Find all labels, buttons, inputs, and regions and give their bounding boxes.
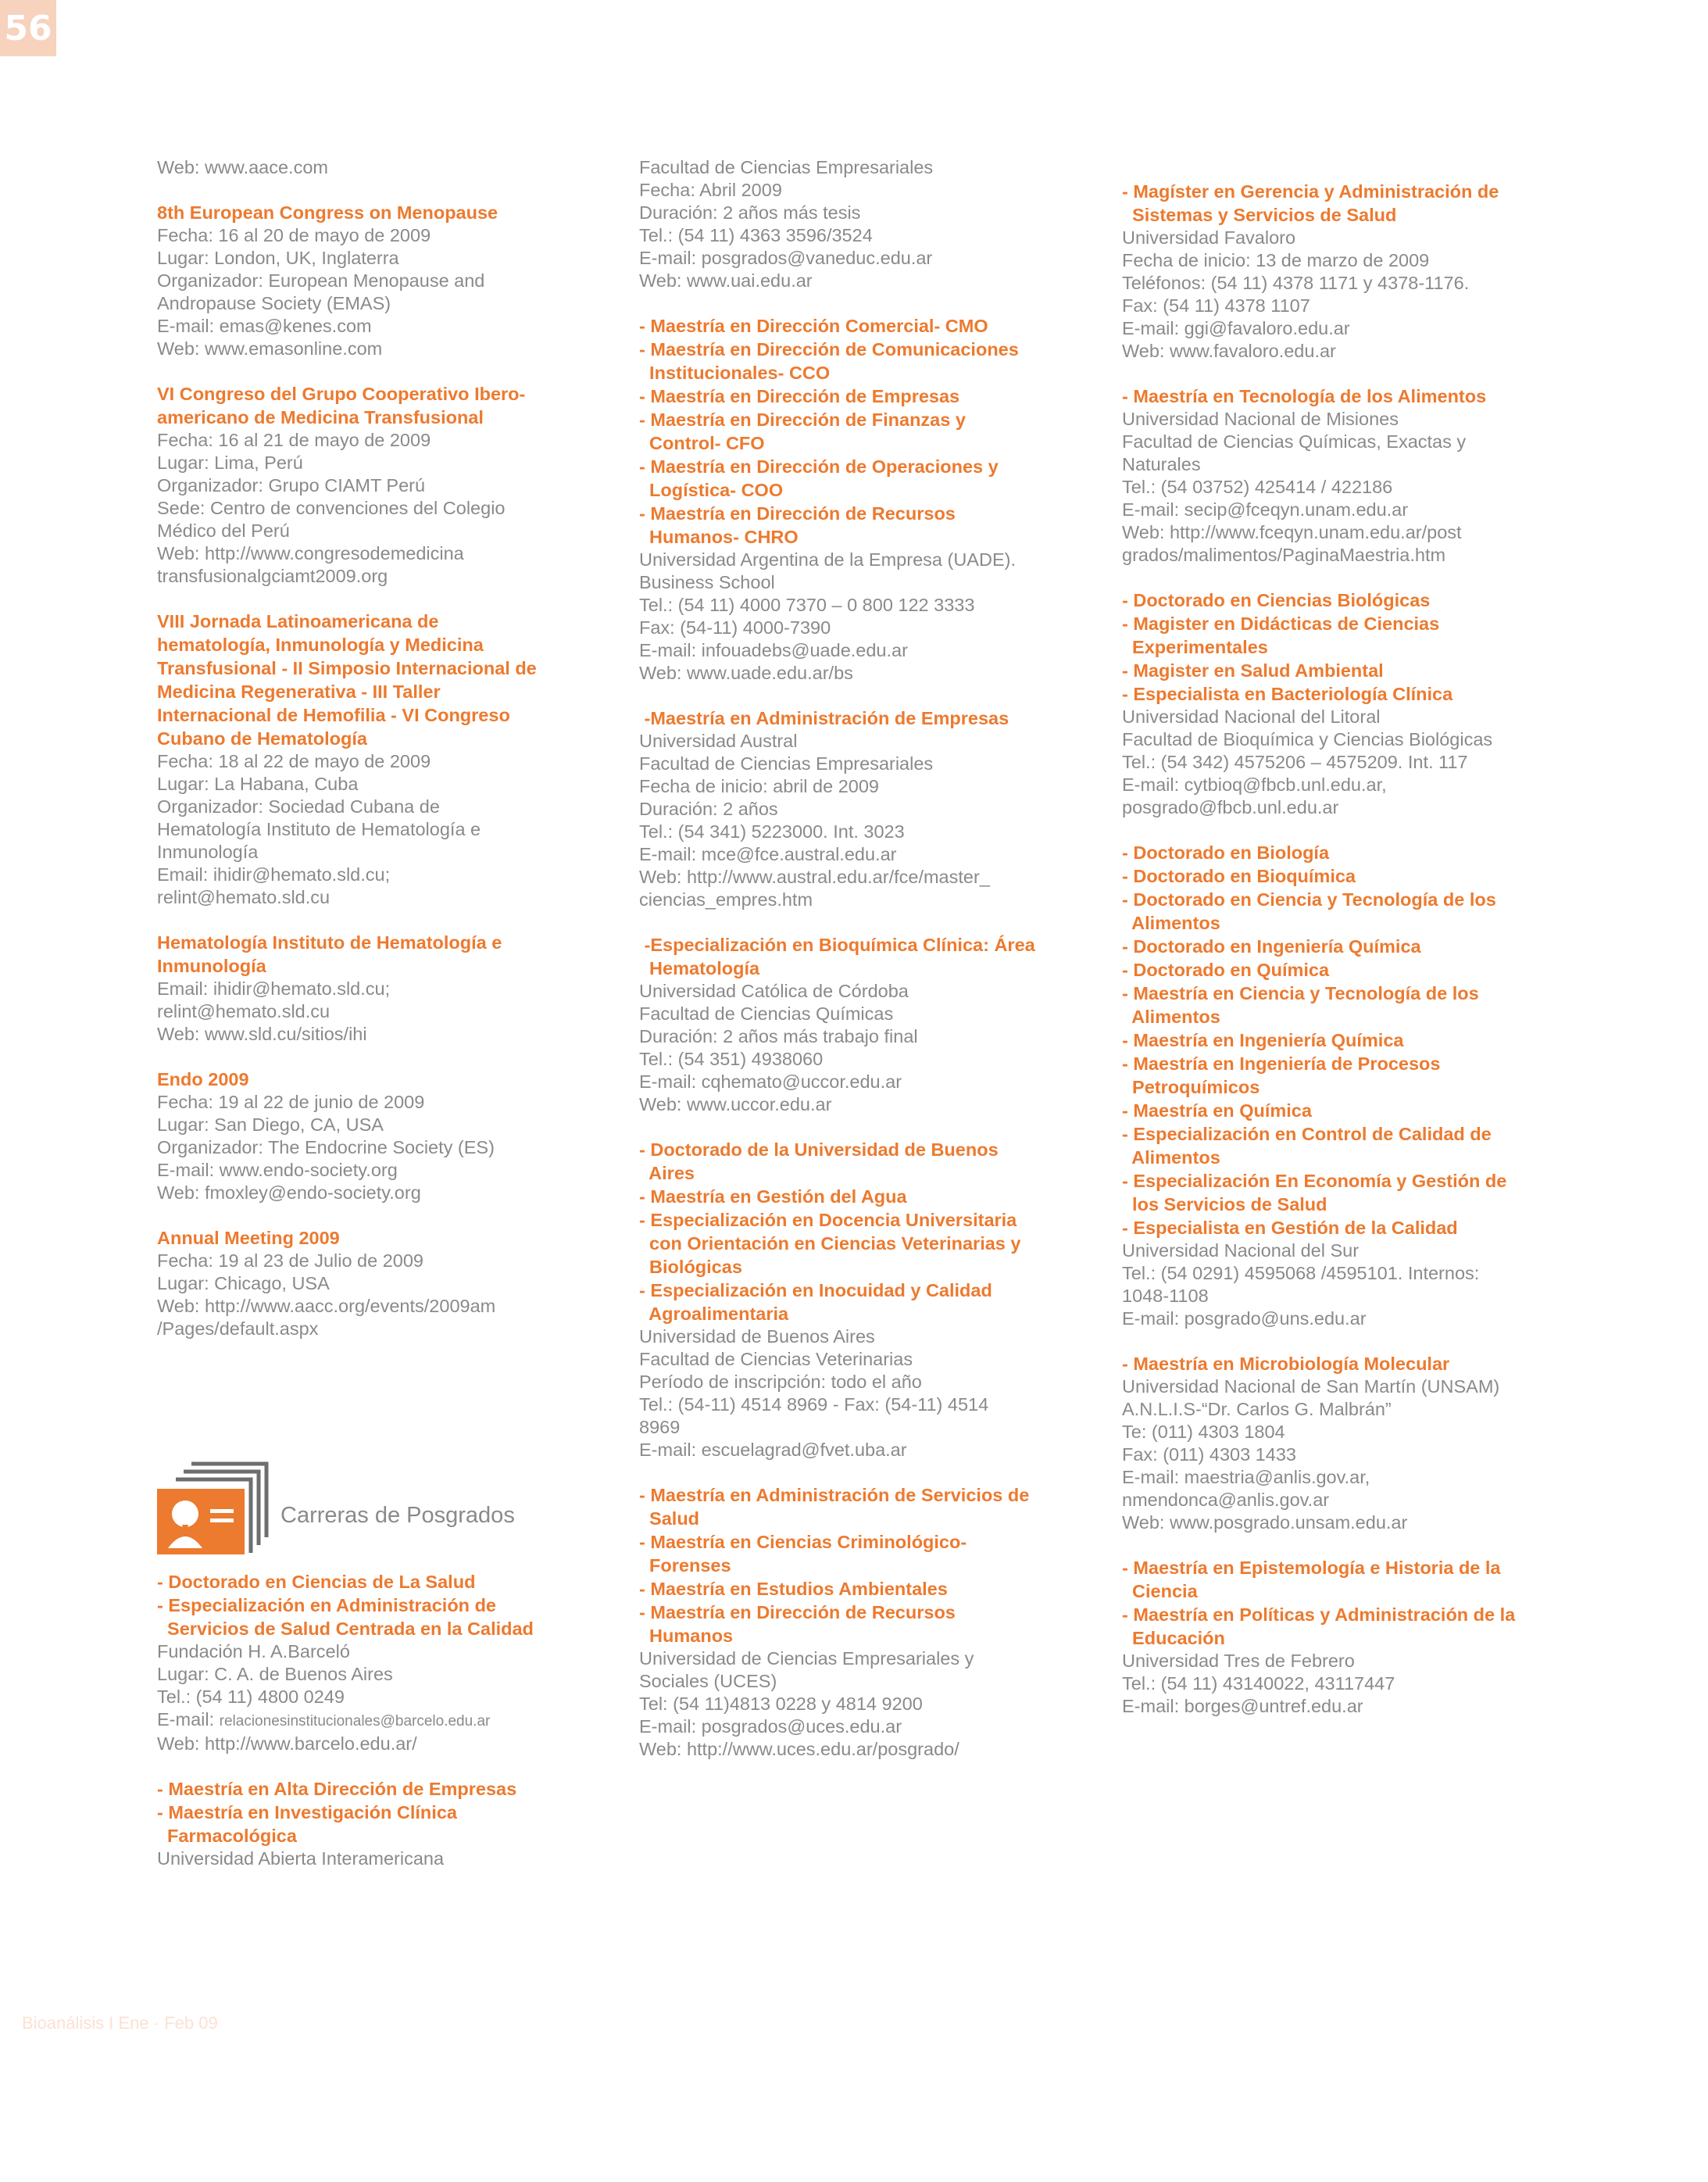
entry-title: Ciencia: [1122, 1581, 1198, 1601]
body-line: Organizador: Sociedad Cubana de: [157, 796, 440, 817]
entry-title: Sistemas y Servicios de Salud: [1122, 205, 1397, 225]
entry-title: americano de Medicina Transfusional: [157, 407, 484, 427]
entry-title: VIII Jornada Latinoamericana de: [157, 611, 439, 631]
entry-block: [639, 314, 1124, 685]
body-line: Lugar: San Diego, CA, USA: [157, 1114, 384, 1135]
entry-title: - Especialización en Docencia Universitaria: [639, 1210, 1017, 1230]
body-line: Universidad Abierta Interamericana: [157, 1848, 445, 1869]
entry-title: Hematología: [639, 958, 760, 978]
posgrado-list: [157, 1570, 641, 1870]
entry-title: - Doctorado en Biología: [1122, 842, 1330, 863]
body-line: E-mail: infouadebs@uade.edu.ar: [639, 640, 908, 660]
body-line: Fundación H. A.Barceló: [157, 1641, 350, 1662]
entry-title: - Maestría en Epistemología e Historia de la: [1122, 1558, 1501, 1578]
entry-title: Annual Meeting 2009: [157, 1228, 340, 1248]
entry-block: [1122, 1556, 1606, 1718]
body-line: Web: www.aace.com: [157, 157, 328, 177]
entry-title: - Doctorado de la Universidad de Buenos: [639, 1139, 999, 1160]
section-header: [157, 1458, 641, 1559]
entry-block: [1122, 385, 1606, 567]
entry-title: Petroquímicos: [1122, 1077, 1260, 1097]
column-1: [157, 156, 641, 1892]
entry-title: - Maestría en Microbiología Molecular: [1122, 1354, 1450, 1374]
entry-title: Logística- COO: [639, 480, 784, 500]
body-line: Fecha de inicio: abril de 2009: [639, 776, 880, 796]
body-line: Inmunología: [157, 842, 259, 862]
entry-title: hematología, Inmunología y Medicina: [157, 635, 484, 655]
body-line: Universidad Católica de Córdoba: [639, 981, 909, 1001]
body-line: Fax: (011) 4303 1433: [1122, 1444, 1296, 1465]
body-line: posgrado@fbcb.unl.edu.ar: [1122, 797, 1339, 817]
body-line: Universidad Nacional del Sur: [1122, 1240, 1360, 1261]
entry-title: Transfusional - II Simposio Internacional de: [157, 658, 537, 678]
body-line: Tel.: (54-11) 4514 8969 - Fax: (54-11) 4514: [639, 1394, 989, 1415]
entry-title: - Maestría en Gestión del Agua: [639, 1186, 907, 1207]
body-line: Email: ihidir@hemato.sld.cu;: [157, 864, 391, 885]
body-line: Organizador: The Endocrine Society (ES): [157, 1137, 495, 1157]
body-line: Facultad de Ciencias Veterinarias: [639, 1349, 913, 1369]
entry-title: - Doctorado en Química: [1122, 960, 1330, 980]
body-line: E-mail: cqhemato@uccor.edu.ar: [639, 1071, 902, 1092]
body-line: Fecha: 16 al 21 de mayo de 2009: [157, 430, 431, 450]
entry-title: - Maestría en Química: [1122, 1100, 1312, 1121]
body-line: Tel.: (54 11) 4363 3596/3524: [639, 225, 873, 245]
entry-title: Forenses: [639, 1555, 731, 1576]
entry-title: Endo 2009: [157, 1069, 249, 1089]
entry-title: Inmunología: [157, 956, 266, 976]
entry-title: Hematología Instituto de Hematología e: [157, 932, 502, 953]
body-line: Lugar: C. A. de Buenos Aires: [157, 1664, 393, 1684]
body-line: E-mail: emas@kenes.com: [157, 316, 372, 336]
body-line: Universidad Nacional de San Martín (UNSAM): [1122, 1376, 1500, 1397]
body-line: E-mail: secip@fceqyn.unam.edu.ar: [1122, 499, 1409, 520]
entry-block: [1122, 588, 1606, 819]
body-line: Universidad Argentina de la Empresa (UADE).: [639, 549, 1016, 570]
entry-block: [1122, 180, 1606, 363]
entry-title: - Maestría en Investigación Clínica: [157, 1802, 457, 1823]
entry-block: [157, 1226, 641, 1340]
body-line: Fecha de inicio: 13 de marzo de 2009: [1122, 250, 1430, 270]
page-number: 56: [0, 0, 56, 56]
entry-title: Farmacológica: [157, 1826, 297, 1846]
body-line: Médico del Perú: [157, 520, 290, 541]
entry-title: Educación: [1122, 1628, 1225, 1648]
body-line: Web: www.posgrado.unsam.edu.ar: [1122, 1512, 1408, 1533]
entry-title: - Maestría en Dirección de Empresas: [639, 386, 960, 406]
entry-block: [157, 156, 641, 179]
entry-block: [639, 933, 1124, 1116]
body-line: E-mail: posgrados@vaneduc.edu.ar: [639, 248, 933, 268]
body-line: Tel.: (54 11) 43140022, 43117447: [1122, 1673, 1395, 1694]
entry-title: Humanos- CHRO: [639, 527, 799, 547]
body-line: Facultad de Ciencias Empresariales: [639, 157, 934, 177]
entry-title: - Doctorado en Bioquímica: [1122, 866, 1356, 886]
body-line: Lugar: La Habana, Cuba: [157, 774, 359, 794]
body-line: Tel.: (54 03752) 425414 / 422186: [1122, 477, 1393, 497]
email-label: E-mail:: [157, 1709, 220, 1730]
body-line: Web: fmoxley@endo-society.org: [157, 1182, 421, 1203]
body-line: Duración: 2 años más trabajo final: [639, 1026, 918, 1046]
body-line: Lugar: Chicago, USA: [157, 1273, 330, 1293]
body-line: Andropause Society (EMAS): [157, 293, 391, 313]
body-line: Facultad de Ciencias Químicas: [639, 1003, 894, 1024]
entry-title: Cubano de Hematología: [157, 728, 367, 749]
entry-title: - Maestría en Estudios Ambientales: [639, 1579, 948, 1599]
entry-title: - Especialización en Administración de: [157, 1595, 496, 1615]
body-line: Universidad de Buenos Aires: [639, 1326, 875, 1347]
entry-title: - Maestría en Ciencias Criminológico-: [639, 1532, 967, 1552]
body-line: E-mail: escuelagrad@fvet.uba.ar: [639, 1440, 907, 1460]
body-line: Fecha: 18 al 22 de mayo de 2009: [157, 751, 431, 771]
body-line: Tel.: (54 11) 4000 7370 – 0 800 122 3333: [639, 595, 975, 615]
entry-title: - Magister en Salud Ambiental: [1122, 660, 1384, 681]
entry-title: - Doctorado en Ciencias de La Salud: [157, 1572, 476, 1592]
body-line: Naturales: [1122, 454, 1201, 474]
body-line: relint@hemato.sld.cu: [157, 887, 331, 907]
body-line: Universidad Nacional del Litoral: [1122, 706, 1381, 727]
body-line: Hematología Instituto de Hematología e: [157, 819, 481, 839]
body-line: 1048-1108: [1122, 1286, 1209, 1306]
body-line: Email: ihidir@hemato.sld.cu;: [157, 978, 391, 999]
body-line: Web: http://www.barcelo.edu.ar/: [157, 1733, 417, 1754]
entry-title: - Maestría en Administración de Servicios de: [639, 1485, 1030, 1505]
body-line: Facultad de Ciencias Empresariales: [639, 753, 934, 774]
body-line: Web: www.uade.edu.ar/bs: [639, 663, 853, 683]
entry-title: - Especialización en Control de Calidad de: [1122, 1124, 1492, 1144]
entry-title: - Maestría en Dirección Comercial- CMO: [639, 316, 988, 336]
entry-title: - Especialista en Gestión de la Calidad: [1122, 1218, 1458, 1238]
body-line: E-mail: borges@untref.edu.ar: [1122, 1696, 1363, 1716]
body-line: E-mail: mce@fce.austral.edu.ar: [639, 844, 897, 864]
entry-block: [639, 1138, 1124, 1461]
body-line: Fax: (54 11) 4378 1107: [1122, 295, 1310, 316]
body-line: Facultad de Ciencias Químicas, Exactas y: [1122, 431, 1467, 452]
body-line: Web: www.uai.edu.ar: [639, 270, 813, 291]
body-line: Web: http://www.uces.edu.ar/posgrado/: [639, 1739, 959, 1759]
body-line: Tel.: (54 11) 4800 0249: [157, 1687, 345, 1707]
entry-block: [157, 382, 641, 588]
entry-title: Internacional de Hemofilia - VI Congreso: [157, 705, 510, 725]
entry-title: - Magister en Didácticas de Ciencias: [1122, 613, 1440, 634]
body-line: grados/malimentos/PaginaMaestria.htm: [1122, 545, 1446, 565]
body-line: E-mail: posgrados@uces.edu.ar: [639, 1716, 902, 1737]
body-line: E-mail: ggi@favaloro.edu.ar: [1122, 318, 1350, 338]
body-line: Lugar: Lima, Perú: [157, 452, 303, 473]
body-line: A.N.L.I.S-“Dr. Carlos G. Malbrán”: [1122, 1399, 1392, 1419]
body-line: Universidad Austral: [639, 731, 798, 751]
body-line: Duración: 2 años: [639, 799, 778, 819]
body-line: Fecha: Abril 2009: [639, 180, 782, 200]
posgrado-list: [639, 156, 1124, 1761]
body-line: 8969: [639, 1417, 681, 1437]
posgrado-list: [1122, 180, 1606, 1718]
body-line: Universidad de Ciencias Empresariales y: [639, 1648, 974, 1669]
entry-block: [157, 1068, 641, 1204]
email-line: [157, 1708, 641, 1733]
footer: Bioanálisis I Ene · Feb 09: [22, 2013, 218, 2033]
body-line: Fecha: 16 al 20 de mayo de 2009: [157, 225, 431, 245]
entry-title: - Especialización En Economía y Gestión de: [1122, 1171, 1507, 1191]
event-list: [157, 201, 641, 1340]
entry-block: [639, 1483, 1124, 1761]
body-line: Web: http://www.austral.edu.ar/fce/master_: [639, 867, 990, 887]
body-line: ciencias_empres.htm: [639, 889, 813, 910]
entry-block: [1122, 841, 1606, 1330]
entry-title: Biológicas: [639, 1257, 742, 1277]
entry-title: los Servicios de Salud: [1122, 1194, 1327, 1214]
body-line: E-mail: posgrado@uns.edu.ar: [1122, 1308, 1367, 1329]
entry-title: Institucionales- CCO: [639, 363, 831, 383]
entry-title: - Magíster en Gerencia y Administración de: [1122, 181, 1499, 202]
body-line: Período de inscripción: todo el año: [639, 1372, 922, 1392]
body-line: Tel.: (54 342) 4575206 – 4575209. Int. 117: [1122, 752, 1468, 772]
entry-title: -Maestría en Administración de Empresas: [639, 708, 1009, 728]
entry-title: Experimentales: [1122, 637, 1268, 657]
entry-title: - Maestría en Dirección de Recursos: [639, 1602, 956, 1622]
entry-title: Control- CFO: [639, 433, 765, 453]
body-line: Duración: 2 años más tesis: [639, 202, 861, 223]
entry-title: - Maestría en Dirección de Recursos: [639, 503, 956, 524]
entry-title: - Doctorado en Ciencias Biológicas: [1122, 590, 1431, 610]
entry-title: Alimentos: [1122, 913, 1220, 933]
email-link: relacionesinstitucionales@barcelo.edu.ar: [219, 1713, 491, 1730]
section-title: Carreras de Posgrados: [280, 1503, 515, 1528]
entry-block: [157, 931, 641, 1046]
body-line: Tel.: (54 351) 4938060: [639, 1049, 824, 1069]
entry-title: - Maestría en Tecnología de los Alimentos: [1122, 386, 1487, 406]
body-line: Business School: [639, 572, 775, 592]
entry-title: Servicios de Salud Centrada en la Calidad: [157, 1619, 534, 1639]
body-line: Web: www.favaloro.edu.ar: [1122, 341, 1336, 361]
entry-block: [157, 201, 641, 360]
entry-block: [157, 1777, 641, 1870]
entry-title: - Doctorado en Ingeniería Química: [1122, 936, 1421, 957]
entry-title: Aires: [639, 1163, 695, 1183]
body-line: Sede: Centro de convenciones del Colegio: [157, 498, 506, 518]
body-line: Web: http://www.congresodemedicina: [157, 543, 464, 563]
body-line: relint@hemato.sld.cu: [157, 1001, 331, 1021]
body-line: Web: http://www.aacc.org/events/2009am: [157, 1296, 496, 1316]
entry-title: Alimentos: [1122, 1147, 1220, 1168]
column-3: [1122, 180, 1606, 1740]
entry-title: - Maestría en Dirección de Finanzas y: [639, 410, 966, 430]
entry-title: - Doctorado en Ciencia y Tecnología de los: [1122, 889, 1496, 910]
entry-title: - Maestría en Alta Dirección de Empresas: [157, 1779, 517, 1799]
entry-block: [639, 706, 1124, 911]
body-line: Teléfonos: (54 11) 4378 1171 y 4378-1176.: [1122, 273, 1470, 293]
body-line: Fax: (54-11) 4000-7390: [639, 617, 831, 638]
entry-title: - Maestría en Ingeniería de Procesos: [1122, 1053, 1441, 1074]
column-2: [639, 156, 1124, 1783]
body-line: Te: (011) 4303 1804: [1122, 1422, 1285, 1442]
entry-block: [639, 156, 1124, 292]
entry-title: - Maestría en Políticas y Administración de la: [1122, 1604, 1516, 1625]
body-line: Universidad Favaloro: [1122, 227, 1296, 248]
body-line: Tel.: (54 341) 5223000. Int. 3023: [639, 821, 905, 842]
body-line: E-mail: www.endo-society.org: [157, 1160, 398, 1180]
entry-block: [157, 610, 641, 909]
body-line: Web: http://www.fceqyn.unam.edu.ar/post: [1122, 522, 1462, 542]
body-line: Universidad Tres de Febrero: [1122, 1651, 1355, 1671]
entry-title: - Maestría en Ingeniería Química: [1122, 1030, 1404, 1050]
entry-title: - Especialización en Inocuidad y Calidad: [639, 1280, 992, 1300]
entry-title: 8th European Congress on Menopause: [157, 202, 498, 223]
body-line: Universidad Nacional de Misiones: [1122, 409, 1399, 429]
entry-title: -Especialización en Bioquímica Clínica: Área: [639, 935, 1035, 955]
body-line: E-mail: maestria@anlis.gov.ar,: [1122, 1467, 1370, 1487]
entry-title: con Orientación en Ciencias Veterinarias y: [639, 1233, 1021, 1254]
entry-title: Salud: [639, 1508, 700, 1529]
body-line: Organizador: European Menopause and: [157, 270, 485, 291]
body-line: Lugar: London, UK, Inglaterra: [157, 248, 399, 268]
body-line: Web: www.uccor.edu.ar: [639, 1094, 832, 1114]
entry-title: Medicina Regenerativa - III Taller: [157, 681, 441, 702]
body-line: Tel.: (54 0291) 4595068 /4595101. Internos:: [1122, 1263, 1480, 1283]
entry-block: [1122, 1352, 1606, 1534]
entry-title: VI Congreso del Grupo Cooperativo Ibero-: [157, 384, 526, 404]
body-line: Tel: (54 11)4813 0228 y 4814 9200: [639, 1694, 923, 1714]
entry-title: - Maestría en Ciencia y Tecnología de los: [1122, 983, 1479, 1003]
body-line: Fecha: 19 al 23 de Julio de 2009: [157, 1250, 424, 1271]
body-line: /Pages/default.aspx: [157, 1318, 319, 1339]
body-line: Web: www.sld.cu/sitios/ihi: [157, 1024, 367, 1044]
body-line: Fecha: 19 al 22 de junio de 2009: [157, 1092, 425, 1112]
entry-title: Agroalimentaria: [639, 1304, 789, 1324]
body-line: nmendonca@anlis.gov.ar: [1122, 1490, 1330, 1510]
entry-title: Alimentos: [1122, 1007, 1220, 1027]
entry-title: - Especialista en Bacteriología Clínica: [1122, 684, 1453, 704]
body-line: Organizador: Grupo CIAMT Perú: [157, 475, 426, 495]
body-line: Web: www.emasonline.com: [157, 338, 383, 359]
entry-block: [157, 1570, 641, 1755]
body-line: transfusionalgciamt2009.org: [157, 566, 388, 586]
diploma-card-icon: [157, 1458, 274, 1559]
body-line: E-mail: cytbioq@fbcb.unl.edu.ar,: [1122, 774, 1387, 795]
entry-title: - Maestría en Dirección de Operaciones y: [639, 456, 999, 477]
entry-title: Humanos: [639, 1626, 734, 1646]
body-line: Facultad de Bioquímica y Ciencias Biológicas: [1122, 729, 1493, 749]
entry-title: - Maestría en Dirección de Comunicaciones: [639, 339, 1019, 359]
body-line: Sociales (UCES): [639, 1671, 777, 1691]
